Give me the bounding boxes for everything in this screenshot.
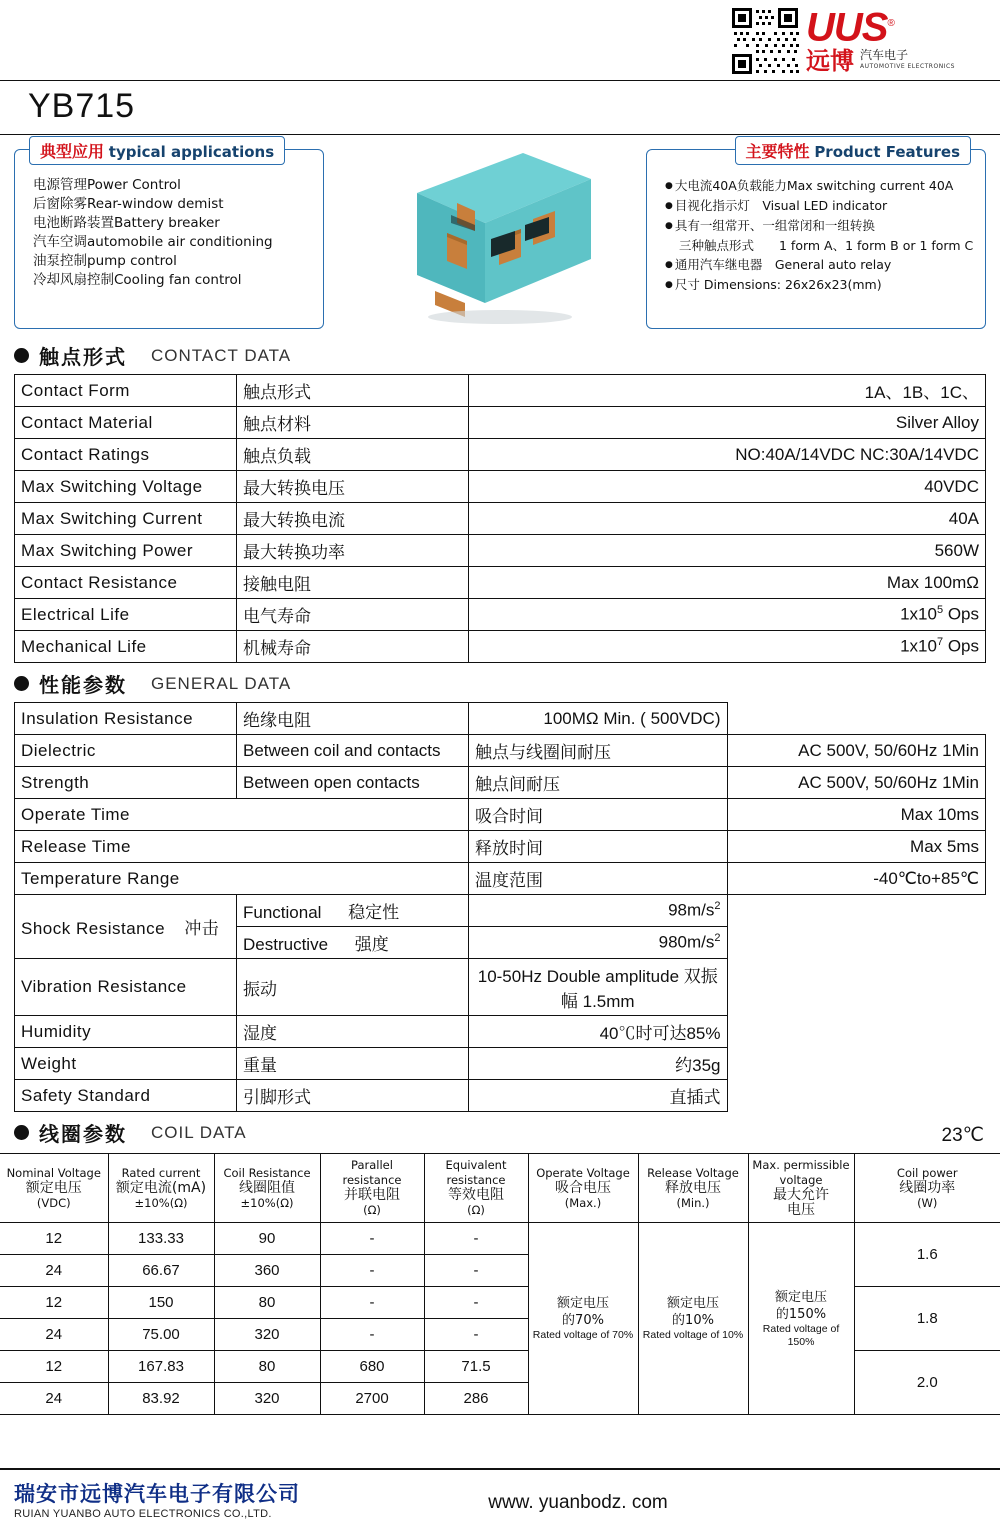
list-item: 油泵控制pump control bbox=[33, 253, 177, 269]
top-panels bbox=[0, 135, 1000, 335]
dielectric-cn-1: 触点与线圈间耐压 bbox=[469, 735, 728, 767]
operate-voltage-note: 额定电压 的70% Rated voltage of 70% bbox=[528, 1223, 638, 1415]
list-item: 电源管理Power Control bbox=[33, 177, 181, 193]
col-header-operate-voltage: Operate Voltage 吸合电压 (Max.) bbox=[528, 1154, 638, 1223]
bullet-dot-icon bbox=[14, 348, 29, 363]
list-item: ● 通用汽车继电器 General auto relay bbox=[665, 257, 892, 272]
logo-english-sub: AUTOMOTIVE ELECTRONICS bbox=[860, 63, 955, 71]
shock-sub-1: Functional 稳定性 bbox=[237, 895, 469, 927]
bullet-dot-icon bbox=[14, 1125, 29, 1140]
dielectric-value-2: AC 500V, 50/60Hz 1Min bbox=[727, 767, 986, 799]
mechanical-life-value: $1x10^7$ Ops bbox=[469, 631, 986, 663]
list-item: ● 尺寸 Dimensions: 26x26x23(mm) bbox=[665, 277, 882, 292]
table-row: Contact Material 触点材料 Silver Alloy bbox=[15, 407, 986, 439]
col-header-rated-current: Rated current 额定电流(mA) ±10%(Ω) bbox=[108, 1154, 214, 1223]
col-header-coil-power: Coil power 线圈功率 (W) bbox=[854, 1154, 1000, 1223]
coil-power-value: 1.8 bbox=[854, 1287, 1000, 1351]
list-item: ● 大电流40A负载能力Max switching current 40A bbox=[665, 178, 954, 193]
table-row: Insulation Resistance 绝缘电阻 100MΩ Min. ( 500VDC) bbox=[15, 703, 986, 735]
coil-power-value: 2.0 bbox=[854, 1351, 1000, 1415]
table-row: 12 133.33 90 - - 额定电压 的70% Rated voltage of 70% 额定电压 的10% Rated voltage of 10% 额定电压 的150% Rated voltage of 150% 1.6 bbox=[0, 1223, 1000, 1255]
table-row: Operate Time 吸合时间 Max 10ms bbox=[15, 799, 986, 831]
table-row: Max Switching Voltage 最大转换电压 40VDC bbox=[15, 471, 986, 503]
table-row: Mechanical Life 机械寿命 $1x10^7$ Ops bbox=[15, 631, 986, 663]
shock-value-1: $98m/s^2$ bbox=[469, 895, 728, 927]
dielectric-cn-2: 触点间耐压 bbox=[469, 767, 728, 799]
max-voltage-note: 额定电压 的150% Rated voltage of 150% bbox=[748, 1223, 854, 1415]
table-row: 12 167.83 80 680 71.5 2.0 bbox=[0, 1351, 1000, 1383]
shock-resistance-label: Shock Resistance 冲击 bbox=[15, 895, 237, 959]
list-item: 冷却风扇控制Cooling fan control bbox=[33, 272, 242, 288]
dielectric-label-2: Strength bbox=[15, 767, 237, 799]
list-item: 汽车空调automobile air conditioning bbox=[33, 234, 273, 250]
logo-registered-mark: ® bbox=[887, 18, 894, 29]
logo-chinese-name: 远博 bbox=[806, 47, 854, 76]
page-title: YB715 bbox=[0, 80, 1000, 135]
dielectric-sub-2: Between open contacts bbox=[237, 767, 469, 799]
table-row: Release Time 释放时间 Max 5ms bbox=[15, 831, 986, 863]
col-header-coil-resistance: Coil Resistance 线圈阻值 ±10%(Ω) bbox=[214, 1154, 320, 1223]
list-item: ● 具有一组常开、一组常闭和一组转换 bbox=[665, 218, 875, 233]
table-row: Max Switching Current 最大转换电流 40A bbox=[15, 503, 986, 535]
qr-code-icon bbox=[730, 6, 800, 76]
product-features-panel bbox=[646, 142, 986, 329]
page-header bbox=[0, 0, 1000, 80]
page-footer bbox=[0, 1468, 1000, 1526]
col-header-nominal-voltage: Nominal Voltage 额定电压 (VDC) bbox=[0, 1154, 108, 1223]
coil-temperature: 23℃ bbox=[941, 1125, 984, 1146]
shock-value-2: $980m/s^2$ bbox=[469, 927, 728, 959]
dielectric-label-1: Dielectric bbox=[15, 735, 237, 767]
dielectric-sub-1: Between coil and contacts bbox=[237, 735, 469, 767]
dielectric-value-1: AC 500V, 50/60Hz 1Min bbox=[727, 735, 986, 767]
table-row: Safety Standard 引脚形式 直插式 bbox=[15, 1080, 986, 1112]
table-row bbox=[15, 767, 986, 799]
release-voltage-note: 额定电压 的10% Rated voltage of 10% bbox=[638, 1223, 748, 1415]
col-header-equivalent-resistance: Equivalent resistance 等效电阻 (Ω) bbox=[424, 1154, 528, 1223]
electrical-life-value: $1x10^5$ Ops bbox=[469, 599, 986, 631]
table-row: Max Switching Power 最大转换功率 560W bbox=[15, 535, 986, 567]
coil-data-table bbox=[0, 1153, 1000, 1415]
table-row: Contact Resistance 接触电阻 Max 100mΩ bbox=[15, 567, 986, 599]
table-row: 24 75.00 320 - - bbox=[0, 1319, 1000, 1351]
table-row bbox=[15, 735, 986, 767]
table-row: Humidity 湿度 40℃时可达85% bbox=[15, 1016, 986, 1048]
table-row bbox=[15, 895, 986, 927]
relay-product-image bbox=[395, 141, 605, 331]
table-header-row bbox=[0, 1154, 1000, 1223]
col-header-max-permissible-voltage: Max. permissible voltage 最大允许 电压 bbox=[748, 1154, 854, 1223]
list-item: 电池断路装置Battery breaker bbox=[33, 215, 220, 231]
logo-chinese-sub: 汽车电子 bbox=[860, 48, 909, 63]
table-row: 24 83.92 320 2700 286 bbox=[0, 1383, 1000, 1415]
section-heading-contact-data: 触点形式 CONTACT DATA bbox=[0, 335, 1000, 374]
col-header-release-voltage: Release Voltage 释放电压 (Min.) bbox=[638, 1154, 748, 1223]
shock-sub-2: Destructive 强度 bbox=[237, 927, 469, 959]
list-item: ● 目视化指示灯 Visual LED indicator bbox=[665, 198, 888, 213]
table-row: Electrical Life 电气寿命 $1x10^5$ Ops bbox=[15, 599, 986, 631]
table-row: Temperature Range 温度范围 -40℃to+85℃ bbox=[15, 863, 986, 895]
table-row: Weight 重量 约35g bbox=[15, 1048, 986, 1080]
list-item-sub: 三种触点形式 1 form A、1 form B or 1 form C bbox=[679, 238, 974, 253]
section-heading-general-data: 性能参数 GENERAL DATA bbox=[0, 663, 1000, 702]
table-row: Contact Ratings 触点负载 NO:40A/14VDC NC:30A/14VDC bbox=[15, 439, 986, 471]
brand-logo bbox=[806, 4, 982, 76]
footer-website: www. yuanbodz. com bbox=[488, 1492, 668, 1513]
footer-company: 瑞安市远博汽车电子有限公司 RUIAN YUANBO AUTO ELECTRONICS CO.,LTD. bbox=[14, 1482, 300, 1520]
typical-applications-panel bbox=[14, 142, 324, 329]
applications-title: 典型应用 typical applications bbox=[29, 136, 285, 165]
logo-text: UUS bbox=[806, 5, 888, 50]
table-row: Contact Form 触点形式 1A、1B、1C、 bbox=[15, 375, 986, 407]
coil-power-value: 1.6 bbox=[854, 1223, 1000, 1287]
col-header-parallel-resistance: Parallel resistance 并联电阻 (Ω) bbox=[320, 1154, 424, 1223]
general-data-table bbox=[14, 702, 986, 1112]
features-title: 主要特性 Product Features bbox=[735, 136, 971, 165]
table-row: 12 150 80 - - 1.8 bbox=[0, 1287, 1000, 1319]
table-row: 24 66.67 360 - - bbox=[0, 1255, 1000, 1287]
section-heading-coil-data: 线圈参数 COIL DATA 23℃ bbox=[0, 1112, 1000, 1151]
bullet-dot-icon bbox=[14, 676, 29, 691]
table-row: Vibration Resistance 振动 10-50Hz Double amplitude 双振幅 1.5mm bbox=[15, 959, 986, 1016]
contact-data-table bbox=[14, 374, 986, 663]
list-item: 后窗除雾Rear-window demist bbox=[33, 196, 224, 212]
